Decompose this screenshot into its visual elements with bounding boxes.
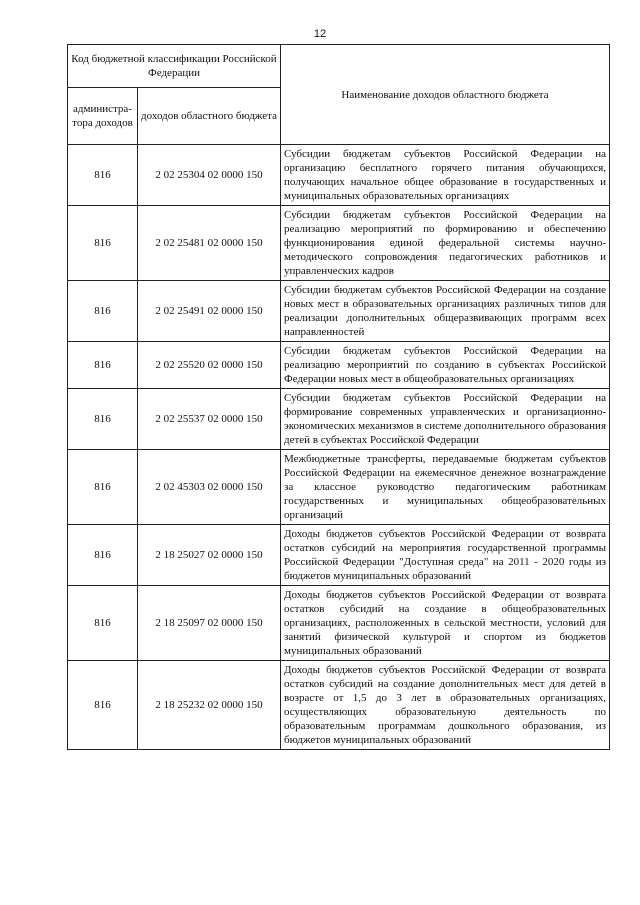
table-row [68, 206, 610, 281]
header-revenue-name: Наименование доходов областного бюджета [281, 45, 610, 145]
cell-budget-code: 2 02 45303 02 0000 150 [138, 450, 281, 525]
table-row [68, 661, 610, 750]
header-row-top [68, 45, 610, 88]
cell-budget-code: 2 02 25481 02 0000 150 [138, 206, 281, 281]
cell-administrator-code: 816 [68, 145, 138, 206]
cell-administrator-code: 816 [68, 389, 138, 450]
table-row [68, 389, 610, 450]
revenue-classification-table [67, 44, 610, 750]
cell-revenue-name: Субсидии бюджетам субъектов Российской Федерации на создание новых мест в образовательных организациях различных типов для реализации дополнительных общеразвивающих программ всех направленностей [281, 281, 610, 342]
cell-administrator-code: 816 [68, 661, 138, 750]
header-administrator: администра-тора доходов [68, 88, 138, 145]
header-budget-revenue-code: доходов областного бюджета [138, 88, 281, 145]
table-row [68, 525, 610, 586]
cell-budget-code: 2 02 25491 02 0000 150 [138, 281, 281, 342]
cell-administrator-code: 816 [68, 525, 138, 586]
cell-budget-code: 2 02 25537 02 0000 150 [138, 389, 281, 450]
cell-budget-code: 2 02 25304 02 0000 150 [138, 145, 281, 206]
table-row [68, 145, 610, 206]
cell-administrator-code: 816 [68, 281, 138, 342]
cell-administrator-code: 816 [68, 342, 138, 389]
cell-revenue-name: Субсидии бюджетам субъектов Российской Федерации на реализацию мероприятий по созданию в субъектах Российской Федерации новых мест в общеобразовательных организациях [281, 342, 610, 389]
cell-revenue-name: Доходы бюджетов субъектов Российской Федерации от возврата остатков субсидий на мероприятия государственной программы Российской Федерации "Доступная среда" на 2011 - 2020 годы из бюджетов муниципальных образований [281, 525, 610, 586]
header-classification-code: Код бюджетной классификации Российской Федерации [68, 45, 281, 88]
cell-administrator-code: 816 [68, 586, 138, 661]
table-row [68, 342, 610, 389]
table-row [68, 586, 610, 661]
cell-budget-code: 2 02 25520 02 0000 150 [138, 342, 281, 389]
cell-revenue-name: Субсидии бюджетам субъектов Российской Федерации на реализацию мероприятий по формированию и обеспечению функционирования единой федеральной системы научно-методического сопровождения педагогических работников и управленческих кадров [281, 206, 610, 281]
cell-revenue-name: Доходы бюджетов субъектов Российской Федерации от возврата остатков субсидий на создание в общеобразовательных организациях, расположенных в сельской местности, условий для занятий физической культурой и спортом из бюджетов муниципальных образований [281, 586, 610, 661]
page-number: 12 [313, 28, 327, 40]
cell-revenue-name: Субсидии бюджетам субъектов Российской Федерации на организацию бесплатного горячего питания обучающихся, получающих начальное общее образование в государственных и муниципальных образовательных организациях [281, 145, 610, 206]
cell-budget-code: 2 18 25232 02 0000 150 [138, 661, 281, 750]
cell-revenue-name: Доходы бюджетов субъектов Российской Федерации от возврата остатков субсидий на создание дополнительных мест для детей в возрасте от 1,5 до 3 лет в образовательных организациях, осуществляющих образовательную деятельность по образовательным программам дошкольного образования, из бюджетов муниципальных образований [281, 661, 610, 750]
cell-budget-code: 2 18 25027 02 0000 150 [138, 525, 281, 586]
table-row [68, 450, 610, 525]
table-body [68, 145, 610, 750]
cell-revenue-name: Межбюджетные трансферты, передаваемые бюджетам субъектов Российской Федерации на ежемесячное денежное вознаграждение за классное руководство педагогическим работникам государственных и муниципальных общеобразовательных организаций [281, 450, 610, 525]
cell-revenue-name: Субсидии бюджетам субъектов Российской Федерации на формирование современных управленческих и организационно-экономических механизмов в системе дополнительного образования детей в субъектах Российской Федерации [281, 389, 610, 450]
cell-budget-code: 2 18 25097 02 0000 150 [138, 586, 281, 661]
table-row [68, 281, 610, 342]
cell-administrator-code: 816 [68, 450, 138, 525]
cell-administrator-code: 816 [68, 206, 138, 281]
